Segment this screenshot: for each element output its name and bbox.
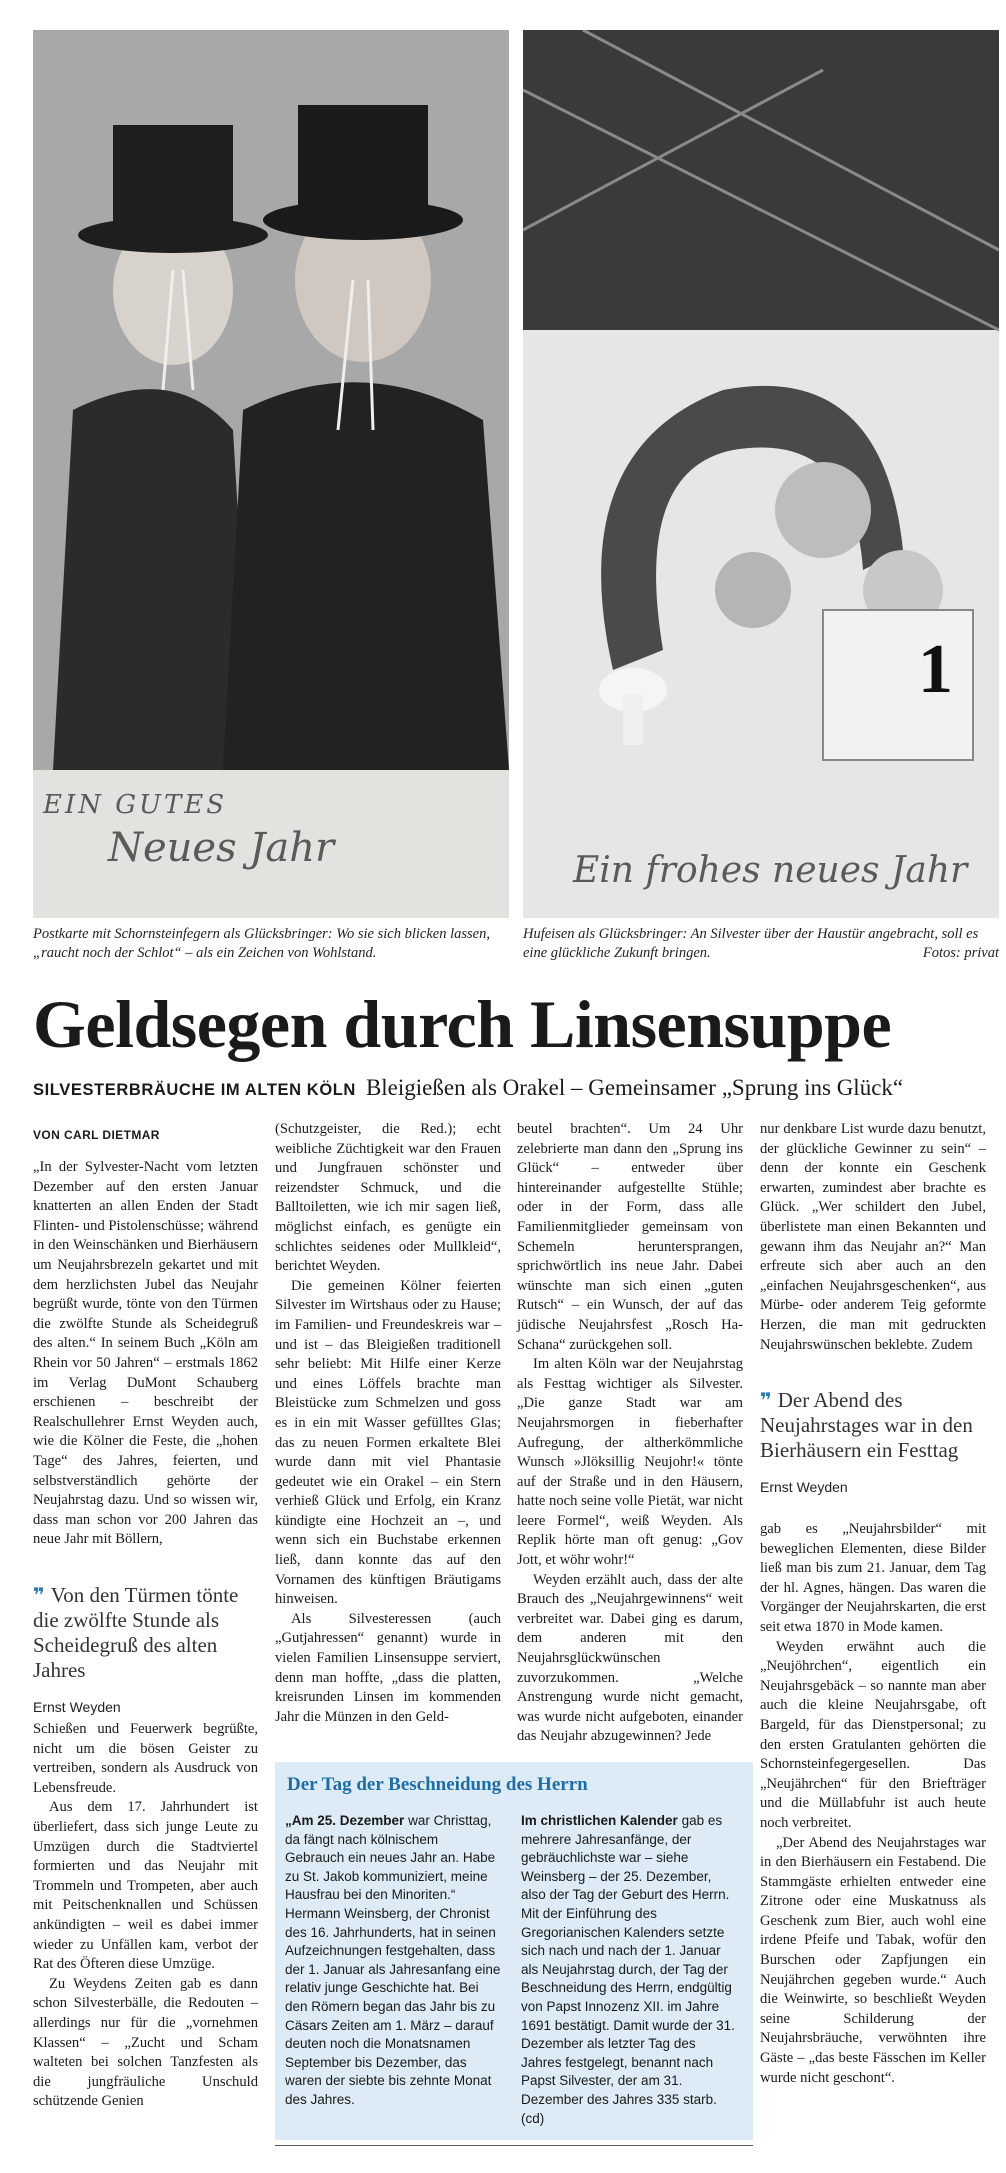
paragraph: „Der Abend des Neujahrstages war in den Bierhäusern ein Festabend. Die Stammgäste erhielten entweder eine Zitrone oder eine Muskatnuss als Geschenk zum Bier, auch wohl eine irdene Pfeife und Tabak, wofür den Burschen oder Zapfjungen ein Neujährchen gegeben wurde.“ Auch die Weinwirte, so beschließt Weyden seine Schilderung der Neujahrsbräuche, verwöhnten ihre Gäste – „das beste Fässchen im Keller wurde nicht geschont“. xyxy=(760,1834,986,2086)
pull-quote-1 xyxy=(33,1583,259,1720)
byline: VON CARL DIETMAR xyxy=(33,1128,160,1142)
paragraph: nur denkbare List wurde dazu benutzt, der glückliche Gewinner zu sein“ – denn der konnte ein Geschenk erwarten, zumindest aber brachte es Glück. „Wer schildert den Jubel, überlistete man einen Bekannten und gewann ihm das Neujahr an?“ Man erfreute sich aber auch an den „einfachen Neujahrsgeschenken“, aus Mürbe- oder anderem Teig geformte Herzen, die man mit gedruckten Neujahrswünschen beklebte. Zudem xyxy=(760,1121,986,1353)
paragraph: Im alten Köln war der Neujahrstag als Festtag wichtiger als Silvester. „Die ganze Stadt war am Neujahrsmorgen in fieberhafter Aufregung, der altherkömmliche Wunsch »Jlöksillig Neujohr!« tönte auf der Straße und in den Häusern, hatte noch seine volle Pietät, war nicht leere Formel“, weiß Weyden. Als Replik hörte man oft genug: „Gov Jott, et wöhr wohr!“ xyxy=(517,1356,743,1569)
photo-chimney-sweeps xyxy=(33,30,509,918)
kicker-row xyxy=(33,1075,993,1101)
paragraph: beutel brachten“. Um 24 Uhr zelebrierte man dann den „Sprung ins Glück“ – entweder über hintereinander aufgestellte Stühle; oder in der Form, dass alle Familienmitglieder gemeinsam von Schemeln heruntersprangen, sprichwörtlich ins neue Jahr. Dabei wünschte man sich einen „guten Rutsch“ – ein Wunsch, der auf das jüdische Neujahrsfest „Rosch Ha-Schana“ zurückgehen soll. xyxy=(517,1121,743,1353)
info-box-lead-b: Im christlichen Kalender xyxy=(521,1813,678,1828)
info-box-column-b xyxy=(521,1812,737,2128)
photo-horseshoe xyxy=(523,30,999,918)
pull-quote-source: Ernst Weyden xyxy=(760,1479,848,1495)
caption-right-text: Hufeisen als Glücksbringer: An Silvester über der Haustür angebracht, soll es eine glückliche Zukunft bringen. xyxy=(523,926,979,961)
column-4b xyxy=(760,1520,986,2088)
paragraph: Schießen und Feuerwerk begrüßte, nicht um die bösen Geister zu vertreiben, sondern als Ausdruck von Lebensfreude. xyxy=(33,1721,258,1796)
info-box-text-b: gab es mehrere Jahresanfänge, der gebräuchlichste war – siehe Weinsberg – der 25. Dezember, also der Tag der Geburt des Herrn. Mit der Einführung des Gregorianischen Kalenders setzte sich nach und nach der 1. Januar als Neujahrstag durch, der Tag der Beschneidung des Herrn, endgültig von Papst Innozenz XII. im Jahre 1691 bestätigt. Damit wurde der 31. Dezember als letzter Tag des Jahres festgelegt, benannt nach Papst Silvester, der am 31. Dezember des Jahres 335 starb. (cd) xyxy=(521,1813,735,2126)
column-2 xyxy=(275,1120,501,1727)
info-box-text-a: war Christtag, da fängt nach kölnischem Gebrauch ein neues Jahr an. Habe zu St. Jakob kommuniziert, meine Hausfrau bei den Minoriten.“ Hermann Weinsberg, der Chronist des 16. Jahrhunderts, hat in seinen Aufzeichnungen festgehalten, dass der 1. Januar als Jahresanfang eine relativ junge Geschichte hat. Bei den Römern began das Jahr bis zu Cäsars Zeiten am 1. März – darauf deuten noch die Monatsnamen September bis Dezember, das waren der siebte bis zehnte Monat des Jahres. xyxy=(285,1813,501,2107)
info-box-title: Der Tag der Beschneidung des Herrn xyxy=(287,1774,588,1795)
pull-quote-text: Von den Türmen tönte die zwölfte Stunde als Scheidegruß des alten Jahres xyxy=(33,1583,239,1682)
column-3 xyxy=(517,1120,743,1747)
caption-right xyxy=(523,925,999,963)
chimney-sweeps-illustration xyxy=(33,30,509,918)
paragraph: „In der Sylvester-Nacht vom letzten Dezember auf den ersten Januar knatterten an allen Enden der Stadt Flinten- und Pistolenschüsse; während in den Weinschänken und Bierhäusern um Neujahrsbrezeln gekartet und mit dem herzlichsten Jubel das Neujahr begrüßt wurde, tönte von den Türmen die zwölfte Stunde als Scheidegruß des alten.“ In seinem Buch „Köln am Rhein vor 50 Jahren“ – erstmals 1862 im Verlag DuMont Schauberg erschienen – beschreibt der Realschullehrer Ernst Weyden auch, wie die Kölner die Feste, die „hohen Tage“ des Jahres, feierten, und selbstverständlich gehörte der Neujahrstag dazu. Und so wissen wir, dass man schon vor 200 Jahren das neue Jahr mit Böllern, xyxy=(33,1159,258,1548)
pull-quote-text: Der Abend des Neujahrstages war in den Bierhäusern ein Festtag xyxy=(760,1388,973,1462)
card-text-line1: EIN GUTES xyxy=(43,790,228,820)
paragraph: Weyden erwähnt auch die „Neujöhrchen“, eigentlich ein Neujahrsgebäck – so nannte man aber auch die kleine Neujahrsgabe, oft Bargeld, für das Dienstpersonal; zu den ersten Gratulanten gehörten die Schornsteinfegergesellen. Das „Neujährchen“ für den Briefträger und die Müllabfuhr ist auch heute noch verbreitet. xyxy=(760,1638,986,1831)
column-1 xyxy=(33,1158,258,1550)
caption-left: Postkarte mit Schornsteinfegern als Glücksbringer: Wo sie sich blicken lassen, „raucht noch der Schlot“ – als ein Zeichen von Wohlstand. xyxy=(33,926,490,961)
kicker: SILVESTERBRÄUCHE IM ALTEN KÖLN xyxy=(33,1081,356,1099)
quote-mark-icon: ❞ xyxy=(33,1583,45,1607)
card-text-frohes: Ein frohes neues Jahr xyxy=(573,850,968,891)
paragraph: Aus dem 17. Jahrhundert ist überliefert, dass sich junge Leute zu Umzügen durch die Stadtviertel formierten und das Neujahr mit Trommeln und Trompeten, aber auch mit Peitschenknallen und Schüssen ankündigten – weil es dabei immer wieder zu Unfällen kam, verbot der Rat des Öfteren diese Umzüge. xyxy=(33,1799,258,1973)
paragraph: Als Silvesteressen (auch „Gutjahressen“ genannt) wurde in vielen Familien Linsensuppe serviert, denn man hoffte, „dass die platten, kreisrunden Linsen im kommenden Jahr die Münzen in den Geld- xyxy=(275,1610,501,1725)
column-1b xyxy=(33,1720,258,2112)
info-box-column-a xyxy=(285,1812,501,2110)
paragraph: gab es „Neujahrsbilder“ mit beweglichen Elementen, diese Bilder ließ man bis zum 21. Januar, dem Tag der hl. Agnes, hängen. Das waren die Vorgänger der Neujahrskarten, die erst seit etwa 1870 in Mode kamen. xyxy=(760,1521,986,1635)
headline: Geldsegen durch Linsensuppe xyxy=(33,986,892,1062)
paragraph: Die gemeinen Kölner feierten Silvester im Wirtshaus oder zu Hause; im Familien- und Freundeskreis war – und ist – das Bleigießen traditionell sehr beliebt: Mit Hilfe einer Kerze und eines Löffels brachte man Bleistücke zum Schmelzen und goss es in ein mit Wasser gefülltes Glas; das zu neuen Formen erkaltete Blei wurde dann mit viel Phantasie gedeutet wie ein Orakel – ein Stern verhieß Glück und Erfolg, ein Kranz kündigte eine Hochzeit an –, und wenn sich ein Buchstabe erkennen ließ, dann konnte das auf den Vornamen des künftigen Bräutigams hinweisen. xyxy=(275,1277,501,1608)
horseshoe-illustration xyxy=(523,30,999,918)
photo-credit: Fotos: privat xyxy=(922,945,999,961)
card-text-line2: Neues Jahr xyxy=(108,825,335,871)
paragraph: (Schutzgeister, die Red.); echt weibliche Züchtigkeit war den Frauen und Jungfrauen schönster und reizendster Schmuck, und die Balltoiletten, wie ich mir sagen ließ, möglichst einfach, es genügte ein schlichtes seidenes oder Mullkleid“, berichtet Weyden. xyxy=(275,1121,501,1275)
quote-mark-icon: ❞ xyxy=(760,1388,772,1412)
divider xyxy=(275,2145,753,2146)
subhead: Bleigießen als Orakel – Gemeinsamer „Sprung ins Glück“ xyxy=(365,1075,904,1100)
pull-quote-source: Ernst Weyden xyxy=(33,1699,121,1715)
info-box xyxy=(275,1762,753,2140)
paragraph: Weyden erzählt auch, dass der alte Brauch des „Neujahrgewinnens“ weit verbreitet war. Dabei ging es darum, dem anderen mit den Neujahrsglückwünschen zuvorzukommen. „Welche Anstrengung wurde nicht gemacht, was wurde nicht aufgeboten, einander das Neujahr abzugewinnen? Jede xyxy=(517,1571,743,1745)
info-box-lead-a: „Am 25. Dezember xyxy=(285,1813,405,1828)
calendar-number: 1 xyxy=(918,631,953,708)
column-4 xyxy=(760,1120,986,1355)
pull-quote-2 xyxy=(760,1388,986,1500)
paragraph: Zu Weydens Zeiten gab es dann schon Silvesterbälle, die Redouten – allerdings nur für die „vornehmen Klassen“ – „Zucht und Scham walteten bei solchen Tanzfesten als die jungfräuliche Unschuld schützende Genien xyxy=(33,1975,258,2110)
